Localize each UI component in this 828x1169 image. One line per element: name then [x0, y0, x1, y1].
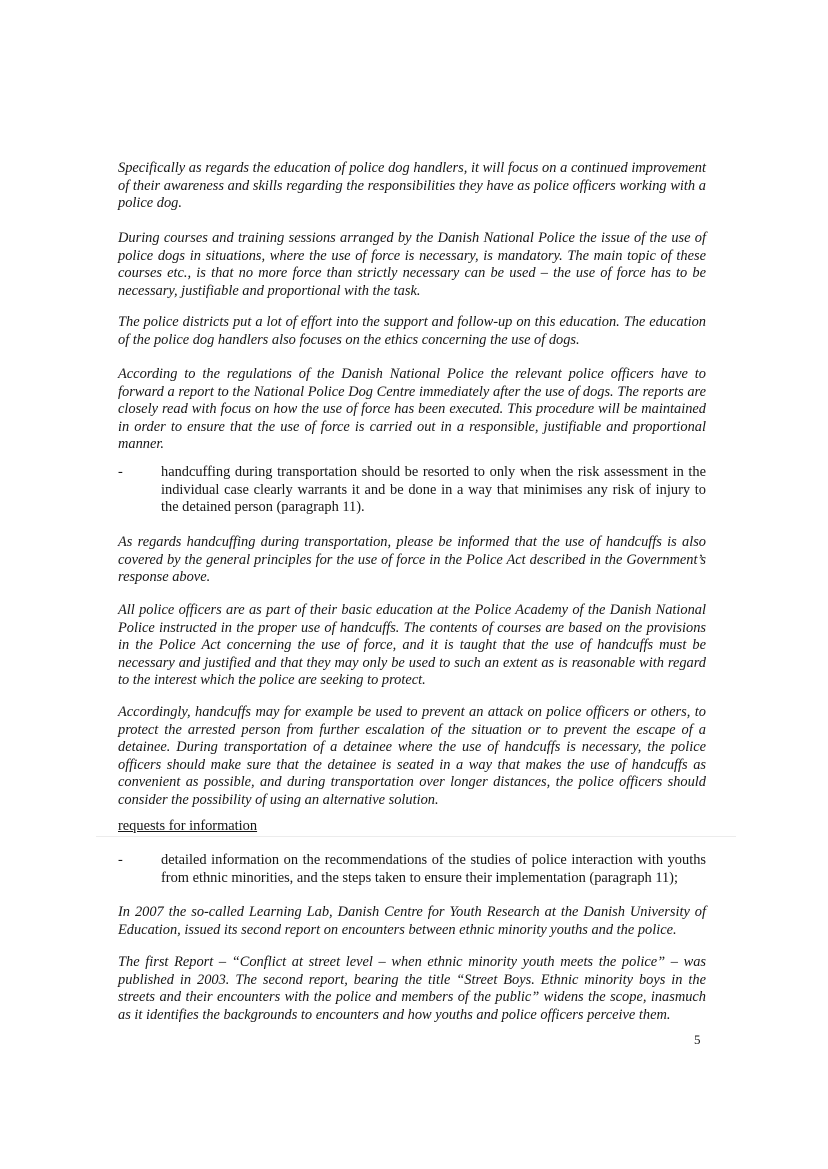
divider-line — [96, 836, 736, 837]
paragraph-learning-lab: In 2007 the so-called Learning Lab, Danish Centre for Youth Research at the Danish University of Education, issued its second report on encounters between ethnic minority youths and the police. — [118, 904, 706, 938]
paragraph-handcuffs-usage: Accordingly, handcuffs may for example be used to prevent an attack on police officers or others, to protect the arrested person from further escalation of the situation or to prevent the escape of a detainee. During transportation of a detainee where the use of handcuffs is necessary, the police officers should make sure that the detainee is seated in a way that makes the use of handcuffs as convenient as possible, and during transportation over longer distances, the police officers should consider the possibility of using an alternative solution. — [118, 704, 706, 808]
paragraph-dog-handler-education: Specifically as regards the education of police dog handlers, it will focus on a continued improvement of their awareness and skills regarding the responsibilities they have as police officers working with a police dog. — [118, 160, 706, 212]
bullet-text: handcuffing during transportation should be resorted to only when the risk assessment in the individual case clearly warrants it and be done in a way that minimises any risk of injury to the detained person (paragraph 11). — [161, 464, 706, 516]
page-number: 5 — [694, 1032, 701, 1047]
paragraph-training-sessions: During courses and training sessions arranged by the Danish National Police the issue of the use of police dogs in situations, where the use of force is necessary, is mandatory. The main topic of these courses etc., is that no more force than strictly necessary can be used – the use of force has to be necessary, justifiable and proportional with the task. — [118, 230, 706, 299]
paragraph-police-academy: All police officers are as part of their basic education at the Police Academy of the Danish National Police instructed in the proper use of handcuffs. The contents of courses are based on the provisions in the Police Act concerning the use of force, and it is taught that the use of handcuffs must be necessary and justified and that they may only be used to such an extent as is reasonable with regard to the interest which the police are seeking to protect. — [118, 602, 706, 689]
bullet-text: detailed information on the recommendations of the studies of police interaction with youths from ethnic minorities, and the steps taken to ensure their implementation (paragraph 11); — [161, 852, 706, 886]
paragraph-first-report: The first Report – “Conflict at street level – when ethnic minority youth meets the police” – was published in 2003. The second report, bearing the title “Street Boys. Ethnic minority boys in the streets and their encounters with the police and members of the public” widens the scope, inasmuch as it identifies the backgrounds to encounters and how youths and police officers perceive them. — [118, 954, 706, 1023]
paragraph-handcuffing-transportation: As regards handcuffing during transportation, please be informed that the use of handcuffs is also covered by the general principles for the use of force in the Police Act described in the Government’s response above. — [118, 534, 706, 586]
bullet-dash: - — [118, 852, 123, 868]
paragraph-police-districts: The police districts put a lot of effort into the support and follow-up on this education. The education of the police dog handlers also focuses on the ethics concerning the use of dogs. — [118, 314, 706, 348]
paragraph-reporting-regulations: According to the regulations of the Danish National Police the relevant police officers have to forward a report to the National Police Dog Centre immediately after the use of dogs. The reports are closely read with focus on how the use of force has been executed. This procedure will be maintained in order to ensure that the use of force is carried out in a responsible, justifiable and proportional manner. — [118, 366, 706, 453]
bullet-dash: - — [118, 464, 123, 480]
section-heading: requests for information — [118, 818, 258, 834]
